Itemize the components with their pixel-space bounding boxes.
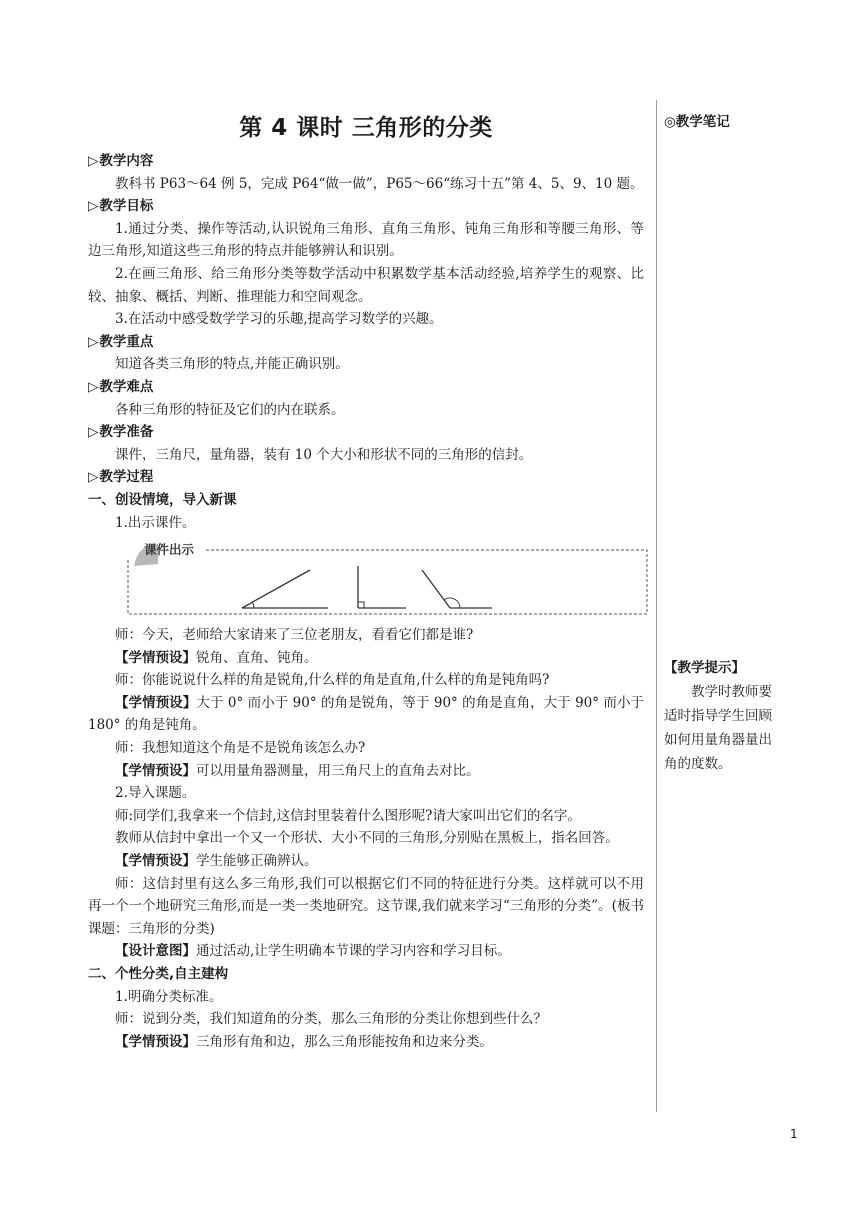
dialogue-line: 【学情预设】大于 0° 而小于 90° 的角是锐角，等于 90° 的角是直角，大于 90° 而小于 180° 的角是钝角。: [88, 694, 645, 734]
section-heading-content: ▷教学内容: [88, 153, 154, 169]
prep-text: 课件，三角尺，量角器，装有 10 个大小和形状不同的三角形的信封。: [115, 446, 533, 463]
dialogue-line: 【学情预设】可以用量角器测量，用三角尺上的直角去对比。: [115, 762, 480, 779]
dialogue-line: 师：我想知道这个角是不是锐角该怎么办?: [115, 740, 366, 757]
goal-item: 1.通过分类、操作等活动,认识锐角三角形、直角三角形、钝角三角形和等腰三角形、等边三角形,知道这些三角形的特点并能够辨认和识别。: [88, 220, 644, 260]
part2-heading: 二、个性分类,自主建构: [88, 966, 229, 982]
difficulty-text: 各种三角形的特征及它们的内在联系。: [115, 401, 345, 418]
dialogue-line: 【学情预设】锐角、直角、钝角。: [115, 649, 318, 666]
page-title: 第 4 课时 三角形的分类: [239, 115, 493, 141]
dialogue-line: 2.导入课题。: [115, 785, 196, 802]
triangle-bullet-icon: ▷: [88, 424, 99, 441]
dialogue-line: 师：你能说说什么样的角是锐角,什么样的角是直角,什么样的角是钝角吗?: [115, 672, 550, 689]
triangle-bullet-icon: ▷: [88, 469, 99, 486]
courseware-frame: [128, 550, 647, 614]
part1-step1: 1.出示课件。: [115, 514, 196, 531]
lesson-plan: [88, 108, 644, 1053]
key-text: 知道各类三角形的特点,并能正确识别。: [115, 356, 349, 373]
dialogue-line: 师：这信封里有这么多三角形,我们可以根据它们不同的特征进行分类。这样就可以不用再一个一个地研究三角形,而是一类一类地研究。这节课,我们就来学习“三角形的分类”。(板书课题：三角形的分类): [88, 875, 644, 937]
section-heading-key: ▷教学重点: [88, 333, 154, 350]
column-divider: [656, 100, 657, 1112]
part1-heading: 一、创设情境，导入新课: [88, 491, 237, 508]
teaching-tip-title: 【教学提示】: [664, 660, 745, 676]
section-heading-goals: ▷教学目标: [88, 198, 154, 215]
section-heading-process: ▷教学过程: [88, 469, 154, 486]
dialogue-line: 教师从信封中拿出一个又一个形状、大小不同的三角形,分别贴在黑板上，指名回答。: [115, 830, 619, 847]
angle-figures: [88, 538, 650, 618]
triangle-bullet-icon: ▷: [88, 198, 99, 215]
teaching-notes-title: ◎教学笔记: [664, 114, 730, 130]
dialogue-line: 【学情预设】三角形有角和边，那么三角形能按角和边来分类。: [115, 1033, 493, 1050]
courseware-figure: [88, 538, 644, 616]
teaching-tip-text: 教学时教师要适时指导学生回顾如何用量角器量出角的度数。: [664, 684, 772, 772]
teaching-tip: [664, 656, 779, 776]
courseware-label: 课件出示: [144, 542, 195, 558]
dialogue-line: 师：说到分类，我们知道角的分类，那么三角形的分类让你想到些什么？: [115, 1011, 547, 1028]
triangle-bullet-icon: ▷: [88, 378, 99, 395]
acute-angle-arm: [242, 570, 310, 608]
goal-item: 3.在活动中感受数学学习的乐趣,提高学习数学的兴趣。: [115, 311, 443, 328]
section-heading-prep: ▷教学准备: [88, 424, 154, 441]
page-number: 1: [790, 1127, 798, 1141]
dialogue-line: 师：今天，老师给大家请来了三位老朋友，看看它们都是谁?: [115, 627, 474, 644]
obtuse-angle-arm: [422, 570, 450, 608]
triangle-bullet-icon: ▷: [88, 333, 99, 350]
dialogue-line: 1.明确分类标准。: [115, 988, 223, 1005]
right-angle-mark: [358, 602, 364, 608]
content-text: 教科书 P63～64 例 5，完成 P64“做一做”，P65～66“练习十五”第 4、5、9、10 题。: [115, 175, 644, 192]
dialogue-line: 师:同学们,我拿来一个信封,这信封里装着什么图形呢?请大家叫出它们的名字。: [115, 807, 581, 824]
dialogue-line: 【学情预设】学生能够正确辨认。: [115, 853, 318, 870]
triangle-bullet-icon: ▷: [88, 153, 99, 169]
section-heading-difficulty: ▷教学难点: [88, 378, 154, 395]
goal-item: 2.在画三角形、给三角形分类等数学活动中积累数学基本活动经验,培养学生的观察、比较、抽象、概括、判断、推理能力和空间观念。: [88, 265, 644, 305]
dialogue-line: 【设计意图】通过活动,让学生明确本节课的学习内容和学习目标。: [115, 943, 511, 960]
acute-angle-arc: [253, 602, 255, 608]
